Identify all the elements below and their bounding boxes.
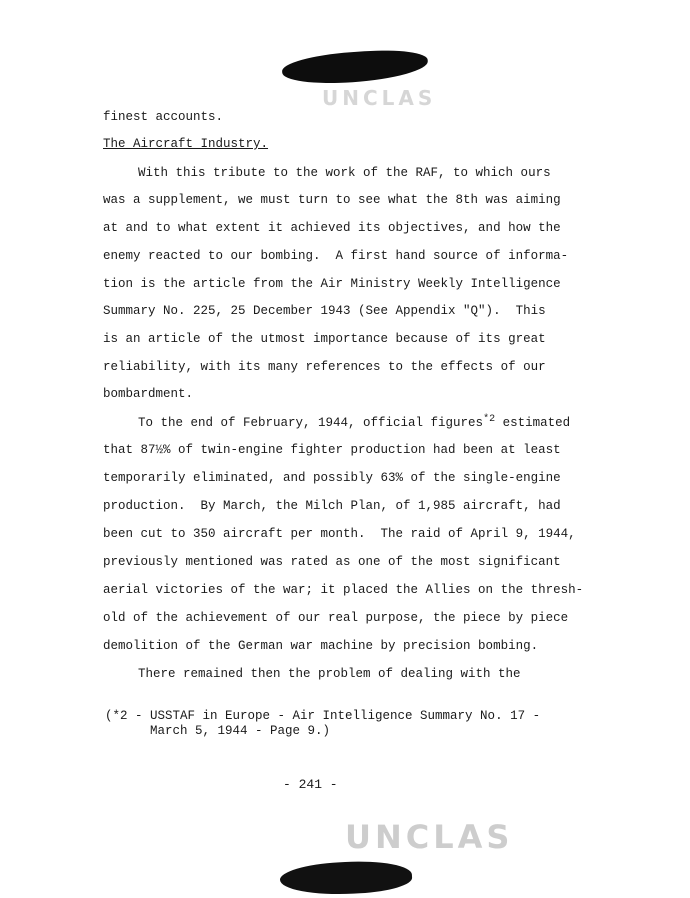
paragraph-line — [138, 416, 570, 430]
paragraph-text: estimated — [495, 416, 571, 430]
paragraph-line: production. By March, the Milch Plan, of 1,985 aircraft, had — [103, 499, 561, 513]
classification-stamp-top: UNCLAS — [322, 86, 437, 110]
paragraph-line: been cut to 350 aircraft per month. The raid of April 9, 1944, — [103, 527, 576, 541]
paragraph-line: was a supplement, we must turn to see what the 8th was aiming — [103, 193, 561, 207]
paragraph-line: temporarily eliminated, and possibly 63% of the single-engine — [103, 471, 561, 485]
redaction-mark — [279, 859, 412, 898]
paragraph-line: bombardment. — [103, 387, 194, 401]
continuation-line: finest accounts. — [103, 110, 224, 124]
paragraph-line: There remained then the problem of dealing with the — [138, 667, 521, 681]
paragraph-line: aerial victories of the war; it placed the Allies on the thresh- — [103, 583, 584, 597]
paragraph-line: that 87½% of twin-engine fighter production had been at least — [103, 443, 561, 457]
section-heading: The Aircraft Industry. — [103, 137, 269, 151]
paragraph-line: enemy reacted to our bombing. A first hand source of informa- — [103, 249, 569, 263]
paragraph-line: tion is the article from the Air Ministry Weekly Intelligence — [103, 277, 561, 291]
paragraph-line: at and to what extent it achieved its objectives, and how the — [103, 221, 561, 235]
paragraph-line: Summary No. 225, 25 December 1943 (See Appendix "Q"). This — [103, 304, 546, 318]
paragraph-line: demolition of the German war machine by precision bombing. — [103, 639, 539, 653]
page-number: - 241 - — [283, 777, 338, 792]
paragraph-text: To the end of February, 1944, official figures — [138, 416, 484, 430]
paragraph-line: previously mentioned was rated as one of the most significant — [103, 555, 561, 569]
redaction-mark — [281, 47, 429, 87]
paragraph-line: With this tribute to the work of the RAF, to which ours — [138, 166, 551, 180]
paragraph-line: reliability, with its many references to the effects of our — [103, 360, 546, 374]
classification-stamp-bottom: UNCLAS — [345, 818, 514, 856]
footnote-line: March 5, 1944 - Page 9.) — [105, 724, 331, 738]
footnote-reference: *2 — [483, 414, 496, 425]
paragraph-line: old of the achievement of our real purpose, the piece by piece — [103, 611, 569, 625]
footnote-line: (*2 - USSTAF in Europe - Air Intelligence Summary No. 17 - — [105, 709, 541, 723]
paragraph-line: is an article of the utmost importance because of its great — [103, 332, 546, 346]
